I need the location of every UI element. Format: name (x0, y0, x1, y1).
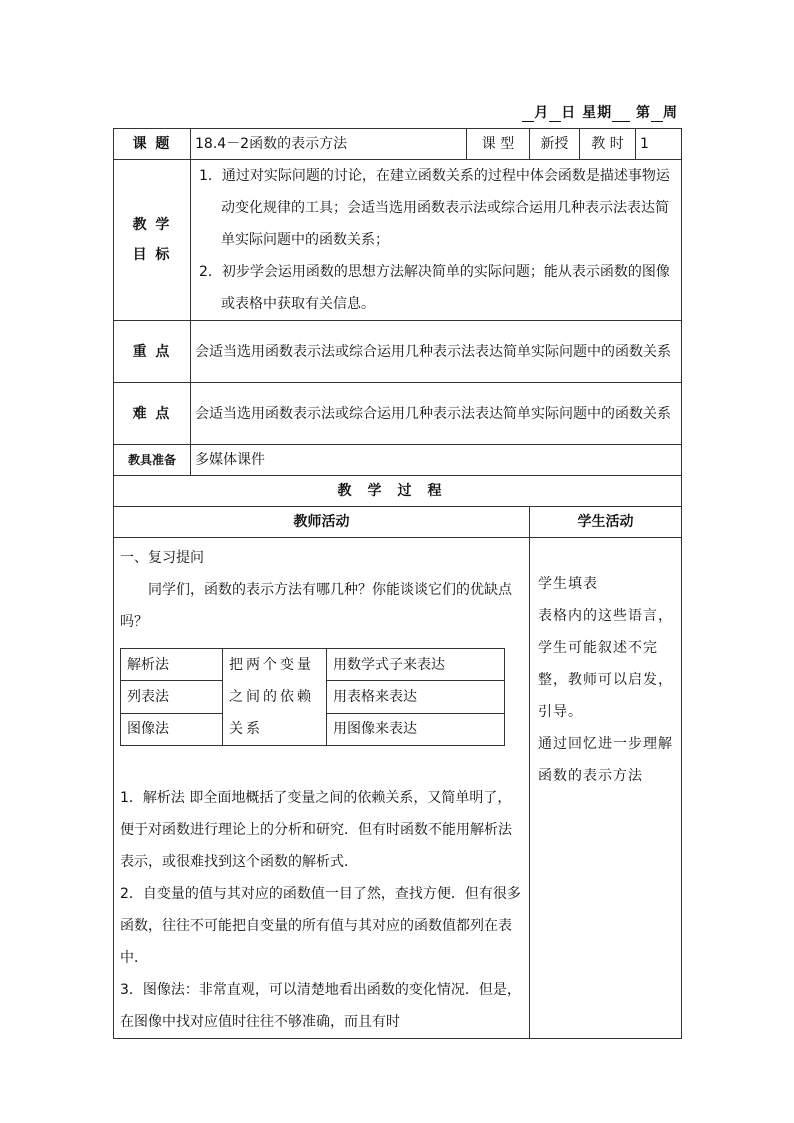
section-heading: 一、复习提问 (120, 550, 204, 566)
week-blank[interactable] (651, 107, 663, 122)
method-way: 用表格来表达 (327, 681, 505, 713)
methods-row (121, 649, 505, 681)
method-way: 用图像来表达 (327, 713, 505, 745)
week-suffix: 周 (663, 105, 678, 121)
method-name: 列表法 (121, 681, 223, 713)
weekday-blank[interactable] (612, 107, 630, 122)
hours-value: 1 (636, 129, 682, 160)
key-point-paragraph: 会适当选用函数表示法或综合运用几种表示法表达简单实际问题中的函数关系 (195, 343, 671, 360)
activity-row (114, 538, 682, 1039)
difficulty-row (114, 383, 682, 445)
difficulty-text (191, 383, 682, 445)
month-blank[interactable] (522, 107, 534, 122)
type-value: 新授 (530, 129, 580, 160)
method-middle: 把两个变量之间的依赖关系 (223, 649, 327, 746)
difficulty-label: 难 点 (114, 383, 191, 445)
methods-table (120, 648, 505, 746)
point-paragraph: 1．解析法 即全面地概括了变量之间的依赖关系，又简单明了，便于对函数进行理论上的分析和研究．但有时函数不能用解析法表示，或很难找到这个函数的解析式． (120, 790, 512, 870)
date-line (522, 102, 678, 122)
key-point-text (191, 321, 682, 383)
review-question: 同学们，函数的表示方法有哪几种？你能谈谈它们的优缺点吗？ (120, 582, 512, 630)
topic-row (114, 129, 682, 160)
method-name: 图像法 (121, 713, 223, 745)
weekday-text: 星期 (582, 105, 613, 121)
goals-content (191, 160, 682, 321)
tools-label: 教具准备 (114, 445, 191, 476)
process-title: 教学过程 (114, 476, 682, 507)
student-head: 学生活动 (530, 507, 682, 538)
goals-row (114, 160, 682, 321)
tools-text: 多媒体课件 (191, 445, 682, 476)
week-prefix: 第 (636, 105, 651, 121)
topic-label: 课 题 (114, 129, 191, 160)
month-text: 月 (534, 105, 550, 121)
day-text: 日 (561, 105, 577, 121)
teacher-activity (114, 538, 530, 1039)
goals-label (114, 160, 191, 321)
goal-item: 1．通过对实际问题的讨论，在建立函数关系的过程中体会函数是描述事物运动变化规律的工具；会适当选用函数表示法或综合运用几种表示法表达简单实际问题中的函数关系； (199, 168, 670, 248)
method-way: 用数学式子来表达 (327, 649, 505, 681)
student-line: 表格内的这些语言，学生可能叙述不完整，教师可以启发，引导。 (538, 608, 673, 720)
difficulty-paragraph: 会适当选用函数表示法或综合运用几种表示法表达简单实际问题中的函数关系 (195, 405, 671, 422)
method-name: 解析法 (121, 649, 223, 681)
hours-label: 教 时 (580, 129, 636, 160)
activity-head-row (114, 507, 682, 538)
goals-label-line1: 教 学 (132, 217, 172, 233)
key-point-label: 重 点 (114, 321, 191, 383)
tools-row (114, 445, 682, 476)
point-paragraph: 2．自变量的值与其对应的函数值一目了然，查找方便．但有很多函数，往往不可能把自变量的所有值与其对应的函数值都列在表中． (120, 886, 521, 966)
day-blank[interactable] (549, 107, 561, 122)
lesson-plan-table (113, 128, 682, 1039)
goals-label-line2: 目 标 (132, 247, 172, 263)
goal-item: 2．初步学会运用函数的思想方法解决简单的实际问题；能从表示函数的图像或表格中获取有关信息。 (199, 264, 670, 312)
key-point-row (114, 321, 682, 383)
point-paragraph: 3．图像法：非常直观，可以清楚地看出函数的变化情况．但是，在图像中找对应值时往往不够准确，而且有时 (120, 982, 521, 1030)
teacher-head: 教师活动 (114, 507, 530, 538)
topic-value: 18.4－2函数的表示方法 (191, 129, 467, 160)
student-line: 学生填表 (538, 576, 598, 592)
type-label: 课 型 (467, 129, 530, 160)
student-line: 通过回忆进一步理解函数的表示方法 (538, 736, 673, 784)
student-activity (530, 538, 682, 1039)
process-title-row (114, 476, 682, 507)
